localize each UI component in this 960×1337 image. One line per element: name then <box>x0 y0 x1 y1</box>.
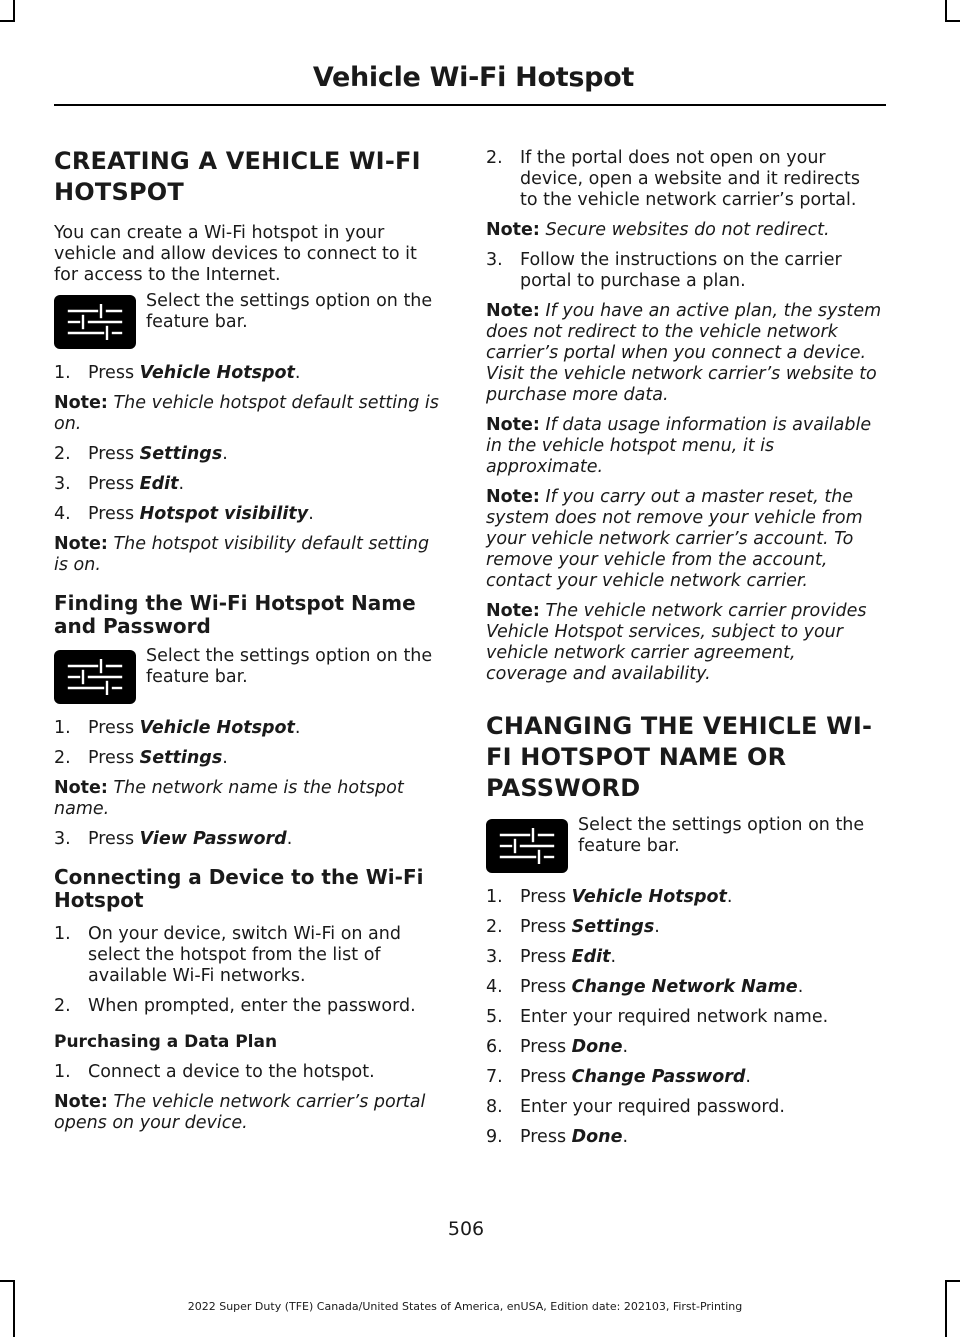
step-number: 3. <box>54 829 71 849</box>
step-number: 3. <box>54 474 71 494</box>
list-item <box>54 924 446 987</box>
note <box>486 301 882 406</box>
menu-option-label: Change Password <box>571 1067 746 1087</box>
icon-instruction-text: Select the settings option on the feature bar. <box>146 291 433 332</box>
subsection-heading: Finding the Wi-Fi Hotspot Name and Password <box>54 591 416 638</box>
step-text <box>520 1127 882 1148</box>
step-suffix: . <box>222 748 228 768</box>
crop-mark <box>945 1280 960 1282</box>
page-footer: 2022 Super Duty (TFE) Canada/United States of America, enUSA, Edition date: 202103, First-Printing <box>187 1300 743 1313</box>
list-item <box>54 1062 446 1083</box>
note-text: The vehicle hotspot default setting is on. <box>54 393 439 434</box>
list-item <box>486 977 882 998</box>
step-number: 2. <box>486 917 503 937</box>
step-suffix: . <box>622 1037 629 1057</box>
step-suffix: . <box>726 887 733 907</box>
step-prefix: Press <box>520 917 572 937</box>
step-text <box>520 947 882 968</box>
note-text: If data usage information is available in the vehicle hotspot menu, it is approximate. <box>486 415 872 477</box>
step-text <box>520 1037 882 1058</box>
list-item <box>486 887 882 908</box>
step-text <box>520 1067 882 1088</box>
menu-option-label: Done <box>571 1037 623 1057</box>
crop-mark <box>945 0 947 20</box>
note-text: The hotspot visibility default setting is on. <box>54 534 430 575</box>
step-suffix: . <box>610 947 617 967</box>
step-text <box>520 917 882 938</box>
step-prefix: Press <box>88 718 140 738</box>
menu-option-label: Vehicle Hotspot <box>139 363 295 383</box>
step-number: 1. <box>54 924 71 944</box>
step-suffix: . <box>745 1067 751 1087</box>
list-item <box>486 917 882 938</box>
icon-instruction <box>54 291 446 349</box>
step-prefix: Press <box>88 748 140 768</box>
settings-sliders-icon <box>486 819 568 873</box>
crop-mark <box>0 20 15 22</box>
list-item <box>486 148 882 211</box>
menu-option-label: Edit <box>571 947 611 967</box>
step-suffix: . <box>622 1127 629 1147</box>
step-text <box>520 887 882 908</box>
steps-list <box>54 718 446 769</box>
section-heading: CHANGING THE VEHICLE WI-FI HOTSPOT NAME OR PASSWORD <box>486 712 873 802</box>
step-text <box>520 977 882 998</box>
step-prefix: Press <box>88 474 140 494</box>
step-number: 1. <box>54 363 71 383</box>
list-item <box>486 1097 882 1118</box>
step-number: 2. <box>486 148 503 168</box>
note-text: The vehicle network carrier provides Vehicle Hotspot services, subject to your vehicle network carrier agreement, coverage and availability. <box>486 601 867 684</box>
step-text <box>88 748 446 769</box>
step-number: 5. <box>486 1007 503 1027</box>
step-suffix: . <box>222 444 228 464</box>
list-item <box>486 250 882 292</box>
icon-instruction <box>486 815 882 873</box>
step-text: If the portal does not open on your device, open a website and it redirects to the vehicle network carrier’s portal. <box>520 148 860 210</box>
steps-list <box>54 444 446 525</box>
step-number: 1. <box>54 718 71 738</box>
note <box>54 534 446 576</box>
note-label: Note: <box>486 601 540 621</box>
menu-option-label: Hotspot visibility <box>139 504 309 524</box>
intro-paragraph: You can create a Wi-Fi hotspot in your vehicle and allow devices to connect to it for access to the Internet. <box>54 223 417 285</box>
step-text <box>88 474 446 495</box>
step-prefix: Press <box>520 947 572 967</box>
settings-sliders-icon <box>54 650 136 704</box>
step-prefix: Press <box>520 1037 572 1057</box>
steps-list <box>54 363 446 384</box>
list-item <box>54 996 446 1017</box>
step-prefix: Press <box>520 1067 572 1087</box>
step-suffix: . <box>178 474 185 494</box>
note-label: Note: <box>486 301 540 321</box>
note-label: Note: <box>486 220 540 240</box>
list-item <box>54 829 446 850</box>
icon-instruction-text: Select the settings option on the feature bar. <box>146 646 433 687</box>
step-text: When prompted, enter the password. <box>88 996 416 1016</box>
section-heading: CREATING A VEHICLE WI-FI HOTSPOT <box>54 147 421 206</box>
note <box>54 1092 446 1134</box>
step-suffix: . <box>797 977 804 997</box>
crop-mark <box>945 1280 947 1337</box>
step-prefix: Press <box>520 1127 572 1147</box>
list-item <box>54 363 446 384</box>
steps-list <box>54 924 446 1017</box>
icon-instruction-text: Select the settings option on the feature bar. <box>578 815 865 856</box>
note <box>54 778 446 820</box>
step-number: 2. <box>54 996 71 1016</box>
step-text <box>88 504 446 525</box>
list-item <box>54 748 446 769</box>
header-divider <box>54 104 886 106</box>
note-text: Secure websites do not redirect. <box>545 220 830 240</box>
note-label: Note: <box>54 778 108 798</box>
note-text: If you carry out a master reset, the system does not remove your vehicle from your vehicle network carrier’s account. To remove your vehicle from the account, contact your vehicle network carrier. <box>486 487 863 591</box>
steps-list <box>54 1062 446 1083</box>
menu-option-label: View Password <box>139 829 287 849</box>
menu-option-label: Change Network Name <box>571 977 798 997</box>
step-suffix: . <box>654 917 660 937</box>
step-number: 3. <box>486 947 503 967</box>
left-column <box>54 146 446 1143</box>
step-number: 7. <box>486 1067 503 1087</box>
menu-option-label: Vehicle Hotspot <box>139 718 295 738</box>
list-item <box>486 1037 882 1058</box>
step-text <box>88 829 446 850</box>
step-text: Connect a device to the hotspot. <box>88 1062 375 1082</box>
page-header-title: Vehicle Wi-Fi Hotspot <box>312 62 634 93</box>
step-number: 4. <box>486 977 503 997</box>
step-suffix: . <box>294 363 301 383</box>
step-number: 2. <box>54 444 71 464</box>
step-number: 4. <box>54 504 71 524</box>
step-prefix: Press <box>88 444 140 464</box>
note <box>486 220 882 241</box>
step-suffix: . <box>294 718 301 738</box>
note-text: If you have an active plan, the system does not redirect to the vehicle network carrier’s portal when you connect a device. Visit the vehicle network carrier’s website to purchase more data. <box>486 301 882 405</box>
note-label: Note: <box>54 1092 108 1112</box>
step-prefix: Press <box>520 977 572 997</box>
crop-mark <box>13 0 15 20</box>
step-prefix: Press <box>88 829 140 849</box>
step-prefix: Press <box>88 504 140 524</box>
menu-option-label: Settings <box>571 917 655 937</box>
subsection-heading: Connecting a Device to the Wi-Fi Hotspot <box>54 865 424 912</box>
step-suffix: . <box>286 829 293 849</box>
step-number: 1. <box>486 887 503 907</box>
menu-option-label: Settings <box>139 748 223 768</box>
step-text <box>88 363 446 384</box>
right-column <box>486 148 882 1157</box>
step-prefix: Press <box>520 887 572 907</box>
step-text <box>88 718 446 739</box>
list-item <box>54 474 446 495</box>
step-suffix: . <box>308 504 314 524</box>
step-prefix: Press <box>88 363 140 383</box>
note-text: The vehicle network carrier’s portal opens on your device. <box>54 1092 426 1133</box>
step-number: 1. <box>54 1062 71 1082</box>
steps-list <box>486 250 882 292</box>
list-item <box>486 1127 882 1148</box>
step-number: 2. <box>54 748 71 768</box>
step-text: Enter your required network name. <box>520 1007 829 1027</box>
menu-option-label: Done <box>571 1127 623 1147</box>
step-text <box>88 444 446 465</box>
settings-sliders-icon <box>54 295 136 349</box>
note-label: Note: <box>486 415 540 435</box>
note-label: Note: <box>486 487 540 507</box>
step-text: On your device, switch Wi-Fi on and select the hotspot from the list of available Wi-Fi networks. <box>88 924 401 986</box>
subsection-heading: Purchasing a Data Plan <box>54 1032 278 1052</box>
list-item <box>54 444 446 465</box>
step-text: Enter your required password. <box>520 1097 785 1117</box>
note-label: Note: <box>54 534 108 554</box>
note <box>486 601 882 685</box>
note <box>486 415 882 478</box>
step-number: 8. <box>486 1097 503 1117</box>
list-item <box>486 947 882 968</box>
note <box>486 487 882 592</box>
step-number: 9. <box>486 1127 503 1147</box>
steps-list <box>54 829 446 850</box>
steps-list <box>486 887 882 1148</box>
crop-mark <box>0 1280 15 1282</box>
menu-option-label: Settings <box>139 444 223 464</box>
crop-mark <box>945 20 960 22</box>
step-text: Follow the instructions on the carrier portal to purchase a plan. <box>520 250 842 291</box>
page-number: 506 <box>447 1218 485 1240</box>
note-label: Note: <box>54 393 108 413</box>
list-item <box>54 504 446 525</box>
note-text: The network name is the hotspot name. <box>54 778 404 819</box>
steps-list <box>486 148 882 211</box>
list-item <box>54 718 446 739</box>
step-number: 3. <box>486 250 503 270</box>
step-number: 6. <box>486 1037 503 1057</box>
icon-instruction <box>54 646 446 704</box>
list-item <box>486 1007 882 1028</box>
note <box>54 393 446 435</box>
menu-option-label: Edit <box>139 474 179 494</box>
menu-option-label: Vehicle Hotspot <box>571 887 727 907</box>
list-item <box>486 1067 882 1088</box>
